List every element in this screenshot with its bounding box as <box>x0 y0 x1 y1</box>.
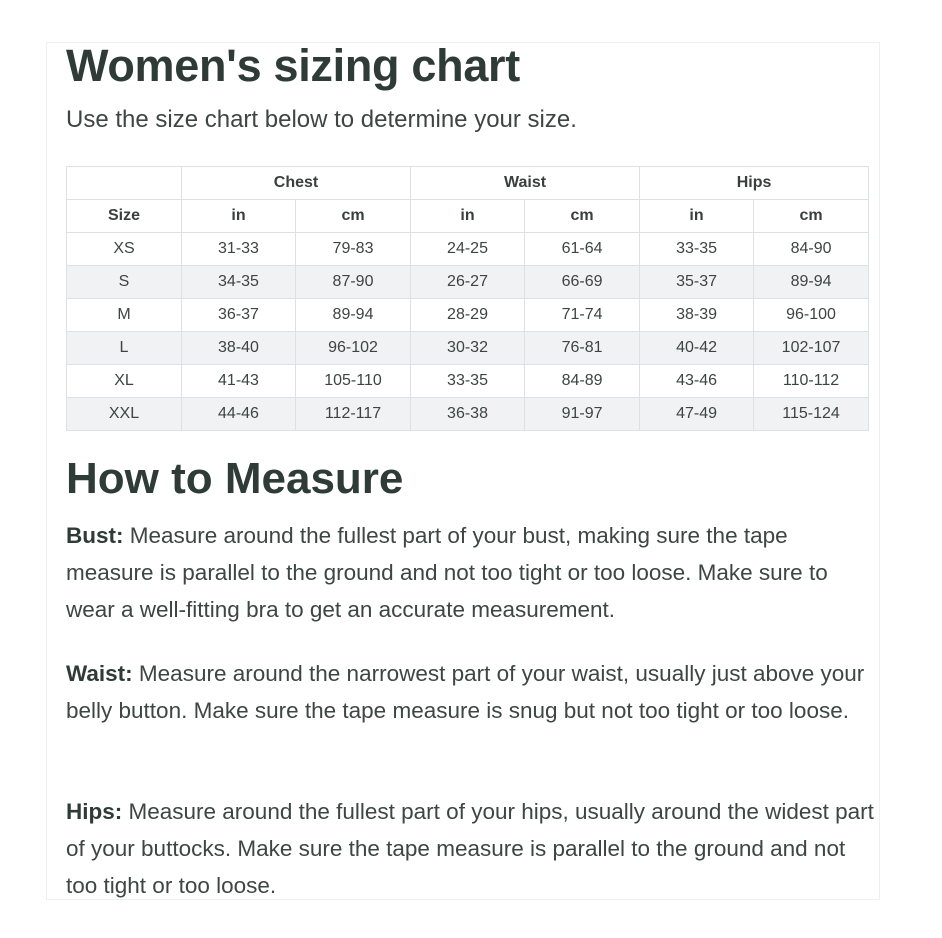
table-cell: 89-94 <box>754 266 869 299</box>
unit-header-chest-cm: cm <box>296 200 411 233</box>
unit-header-hips-in: in <box>640 200 754 233</box>
table-cell: 40-42 <box>640 332 754 365</box>
waist-label: Waist: <box>66 661 133 686</box>
table-unit-header-row <box>67 200 869 233</box>
table-cell: 91-97 <box>525 398 640 431</box>
table-cell: 84-90 <box>754 233 869 266</box>
table-row <box>67 365 869 398</box>
waist-instructions <box>66 655 878 729</box>
table-row <box>67 233 869 266</box>
table-cell: 43-46 <box>640 365 754 398</box>
table-cell: 35-37 <box>640 266 754 299</box>
unit-header-waist-cm: cm <box>525 200 640 233</box>
bust-label: Bust: <box>66 523 124 548</box>
size-cell: XXL <box>67 398 182 431</box>
group-header-hips: Hips <box>640 167 869 200</box>
table-group-header-row <box>67 167 869 200</box>
table-cell: 110-112 <box>754 365 869 398</box>
table-row <box>67 332 869 365</box>
table-cell: 33-35 <box>411 365 525 398</box>
table-cell: 112-117 <box>296 398 411 431</box>
hips-label: Hips: <box>66 799 123 824</box>
table-cell: 28-29 <box>411 299 525 332</box>
table-cell: 36-38 <box>411 398 525 431</box>
size-cell: L <box>67 332 182 365</box>
table-cell: 96-102 <box>296 332 411 365</box>
table-row <box>67 398 869 431</box>
table-cell: 84-89 <box>525 365 640 398</box>
table-cell: 38-39 <box>640 299 754 332</box>
table-cell: 24-25 <box>411 233 525 266</box>
table-cell: 44-46 <box>182 398 296 431</box>
hips-text: Measure around the fullest part of your hips, usually around the widest part of your buttocks. Make sure the tape measure is parallel to the ground and not too tight or too loose. <box>66 799 874 898</box>
how-to-measure-heading: How to Measure <box>66 454 404 503</box>
table-cell: 115-124 <box>754 398 869 431</box>
unit-header-chest-in: in <box>182 200 296 233</box>
group-header-waist: Waist <box>411 167 640 200</box>
table-cell: 96-100 <box>754 299 869 332</box>
table-cell: 31-33 <box>182 233 296 266</box>
bust-text: Measure around the fullest part of your bust, making sure the tape measure is parallel to the ground and not too tight or too loose. Make sure to wear a well-fitting bra to get an accurate measurement. <box>66 523 828 622</box>
table-row <box>67 299 869 332</box>
table-cell: 71-74 <box>525 299 640 332</box>
table-cell: 102-107 <box>754 332 869 365</box>
table-cell: 87-90 <box>296 266 411 299</box>
size-column-header: Size <box>67 200 182 233</box>
table-cell: 38-40 <box>182 332 296 365</box>
table-cell: 26-27 <box>411 266 525 299</box>
waist-text: Measure around the narrowest part of your waist, usually just above your belly button. Make sure the tape measure is snug but not too tight or too loose. <box>66 661 865 723</box>
table-cell: 61-64 <box>525 233 640 266</box>
table-cell: 89-94 <box>296 299 411 332</box>
size-cell: S <box>67 266 182 299</box>
group-header-chest: Chest <box>182 167 411 200</box>
table-cell: 79-83 <box>296 233 411 266</box>
unit-header-hips-cm: cm <box>754 200 869 233</box>
table-row <box>67 266 869 299</box>
unit-header-waist-in: in <box>411 200 525 233</box>
table-cell: 76-81 <box>525 332 640 365</box>
page-title: Women's sizing chart <box>66 40 520 91</box>
table-cell: 41-43 <box>182 365 296 398</box>
hips-instructions <box>66 793 878 904</box>
size-cell: M <box>67 299 182 332</box>
table-cell: 34-35 <box>182 266 296 299</box>
table-corner-cell <box>67 167 182 200</box>
table-cell: 47-49 <box>640 398 754 431</box>
table-cell: 33-35 <box>640 233 754 266</box>
size-cell: XS <box>67 233 182 266</box>
size-cell: XL <box>67 365 182 398</box>
page-subtitle: Use the size chart below to determine your size. <box>66 106 577 133</box>
table-cell: 66-69 <box>525 266 640 299</box>
table-cell: 105-110 <box>296 365 411 398</box>
bust-instructions <box>66 517 878 628</box>
size-chart-table <box>66 166 869 431</box>
table-cell: 36-37 <box>182 299 296 332</box>
table-cell: 30-32 <box>411 332 525 365</box>
